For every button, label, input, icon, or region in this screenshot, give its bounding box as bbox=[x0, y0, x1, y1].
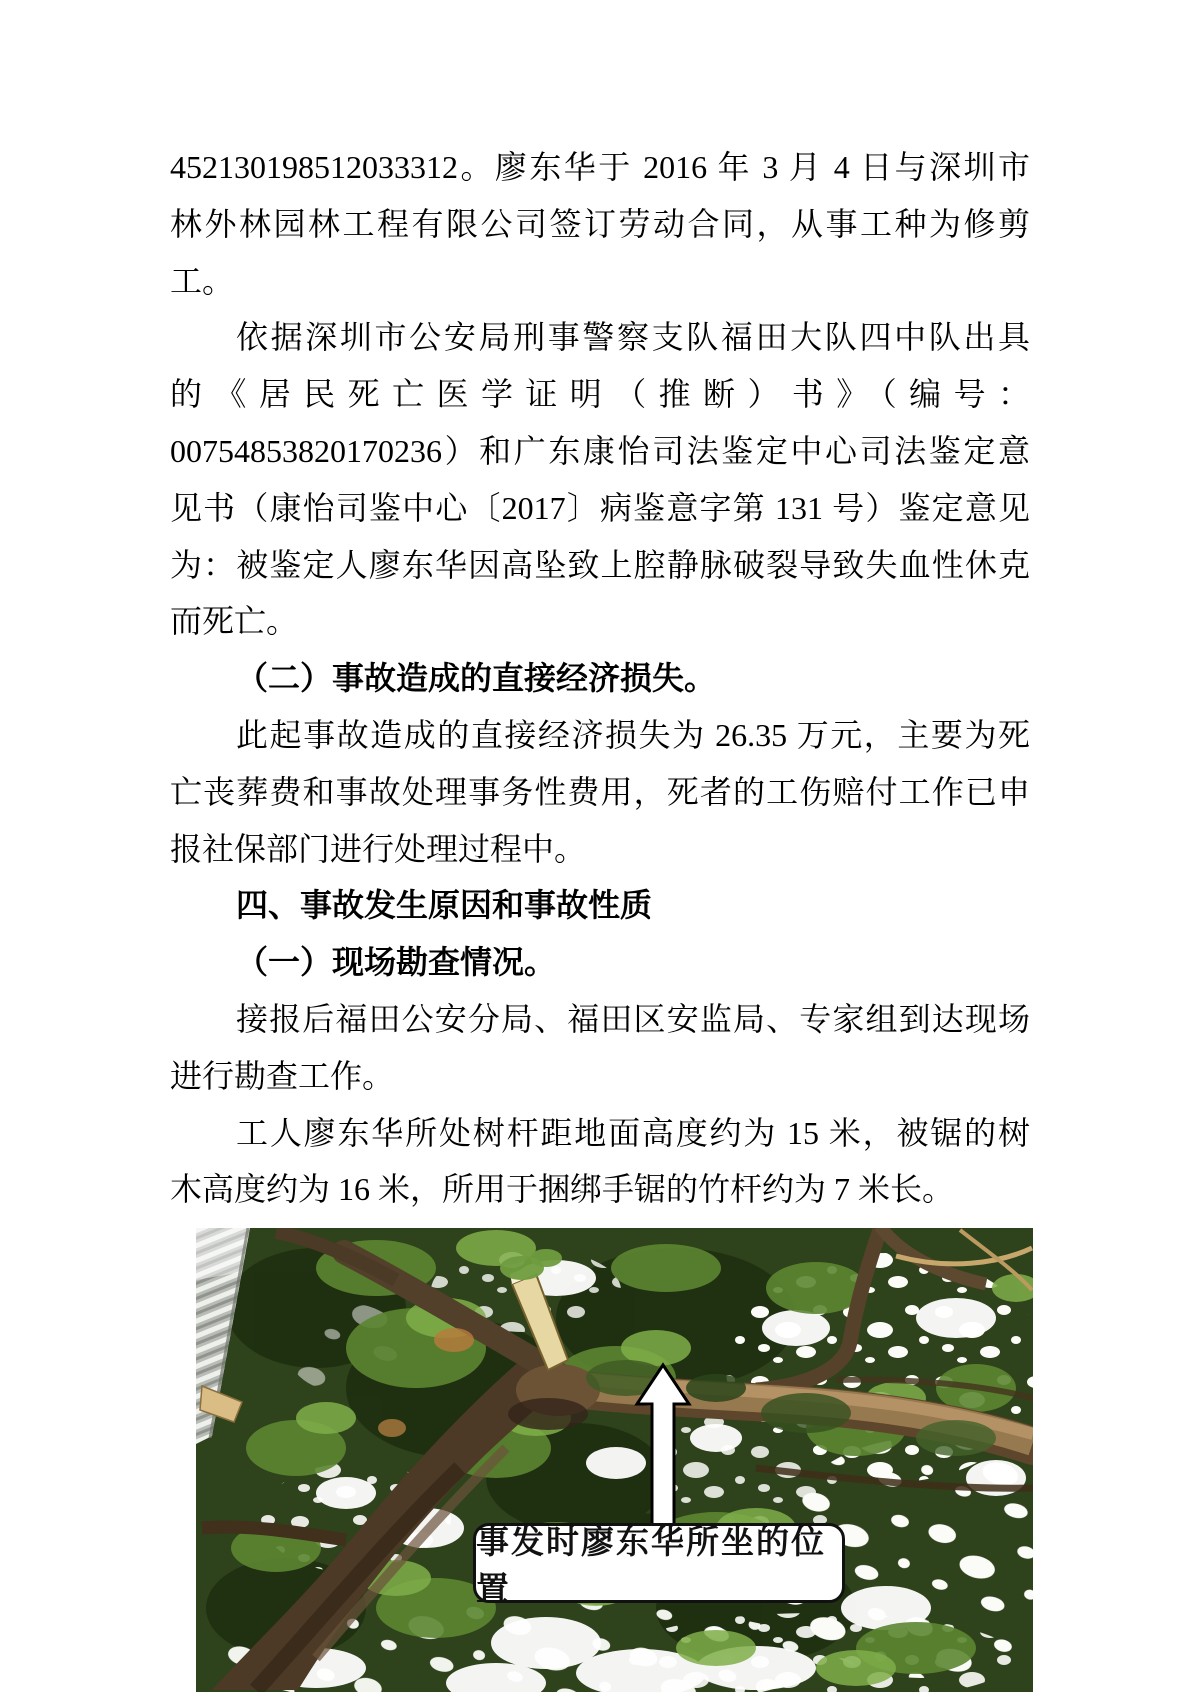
text-line: 报社保部门进行处理过程中。 bbox=[170, 830, 587, 867]
text-line: （二）事故造成的直接经济损失。 bbox=[236, 660, 717, 697]
text-line: 四、事故发生原因和事故性质 bbox=[236, 887, 653, 924]
text-line: （一）现场勘查情况。 bbox=[236, 944, 557, 981]
text-line: 452130198512033312。廖东华于 2016 年 3 月 4 日与深圳市 bbox=[170, 149, 1030, 185]
text-line: 见书（康怡司鉴中心〔2017〕病鉴意字第 131 号）鉴定意见 bbox=[170, 489, 1030, 526]
text-line: 而死亡。 bbox=[170, 603, 299, 640]
text-line: 亡丧葬费和事故处理事务性费用，死者的工伤赔付工作已申 bbox=[170, 773, 1030, 810]
text-line: 接报后福田公安分局、福田区安监局、专家组到达现场 bbox=[236, 1000, 1030, 1037]
text-line: 工。 bbox=[170, 262, 235, 299]
text-line: 林外林园林工程有限公司签订劳动合同，从事工种为修剪 bbox=[170, 205, 1030, 242]
text-line: 的《居民死亡医学证明（推断）书》（编号： bbox=[170, 376, 1030, 413]
photo-caption-text: 事发时廖东华所坐的位置 bbox=[476, 1525, 826, 1609]
text-line: 此起事故造成的直接经济损失为 26.35 万元，主要为死 bbox=[236, 716, 1030, 753]
text-line: 00754853820170236）和广东康怡司法鉴定中心司法鉴定意 bbox=[170, 432, 1030, 469]
text-line: 为：被鉴定人廖东华因高坠致上腔静脉破裂导致失血性休克 bbox=[170, 546, 1030, 583]
text-line: 依据深圳市公安局刑事警察支队福田大队四中队出具 bbox=[236, 319, 1030, 356]
text-line: 木高度约为 16 米，所用于捆绑手锯的竹杆约为 7 米长。 bbox=[170, 1171, 955, 1208]
document-text bbox=[170, 139, 1030, 1218]
site-photo-figure bbox=[196, 1228, 1033, 1692]
text-line: 进行勘查工作。 bbox=[170, 1057, 395, 1094]
text-line: 工人廖东华所处树杆距地面高度约为 15 米，被锯的树 bbox=[236, 1114, 1030, 1151]
photo-caption-box bbox=[473, 1523, 845, 1609]
site-photo-image bbox=[196, 1228, 1033, 1692]
